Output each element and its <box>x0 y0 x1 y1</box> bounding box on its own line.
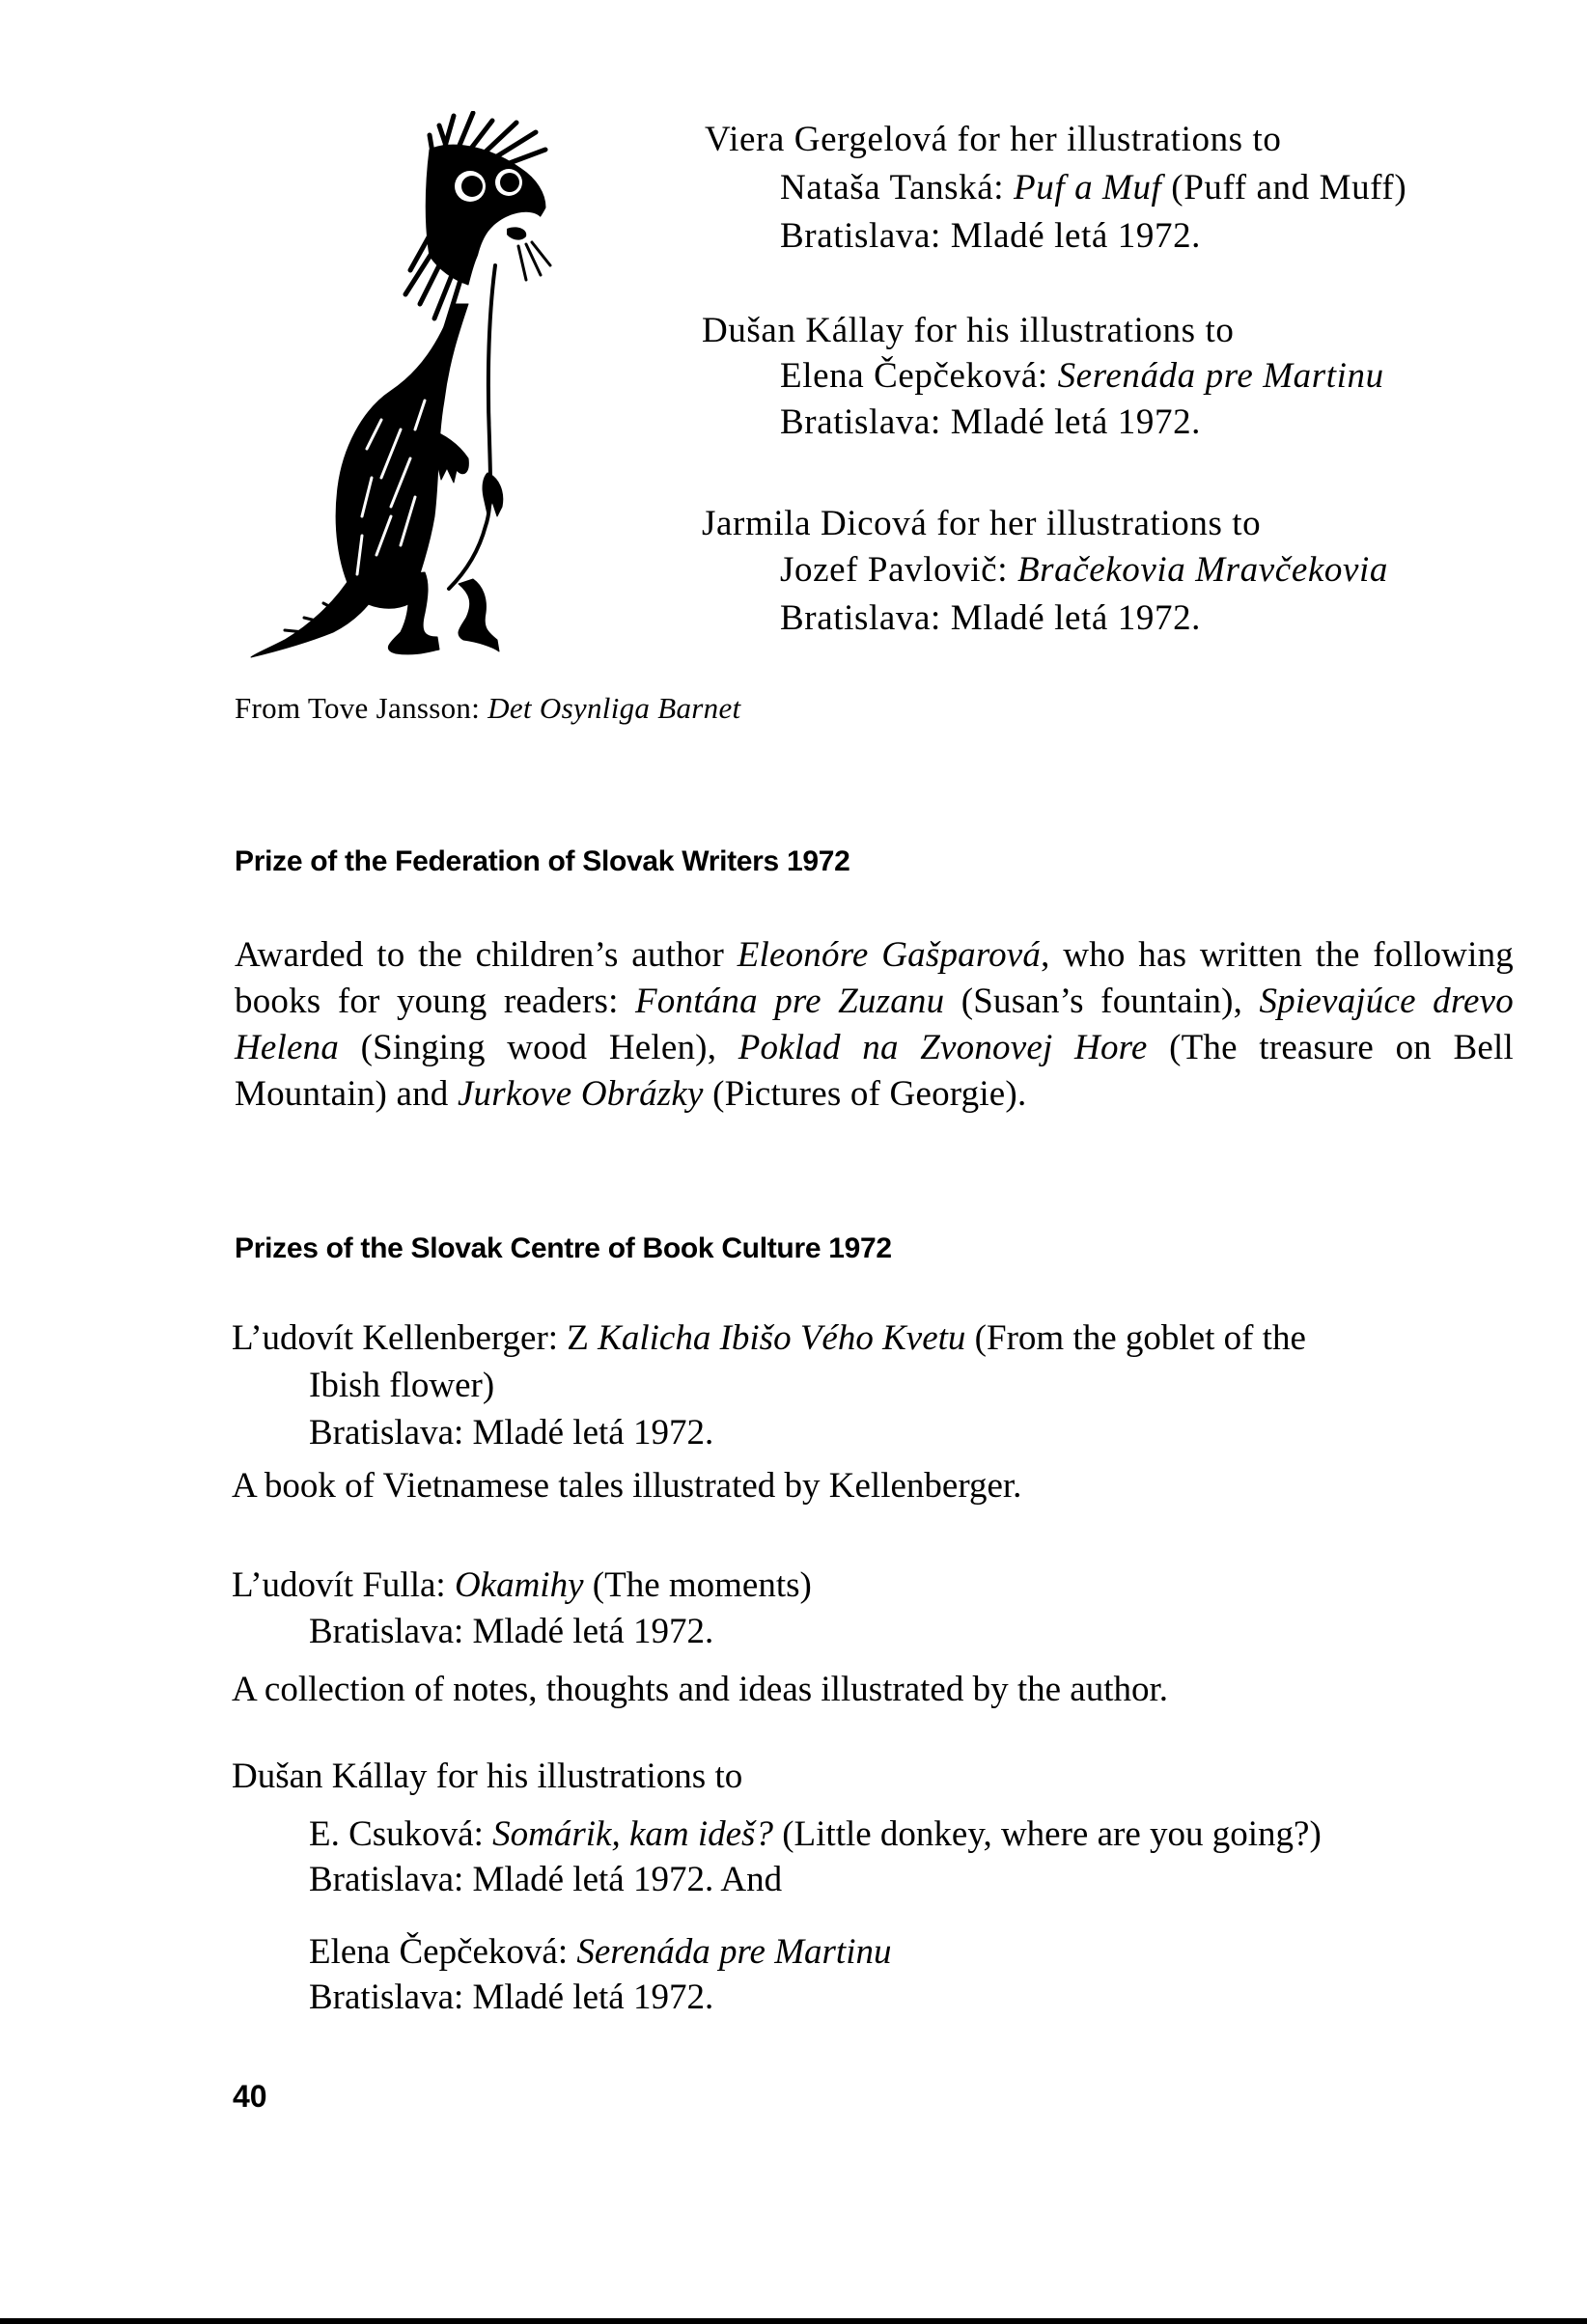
book-title: Puf a Muf <box>1014 168 1162 208</box>
scan-edge-bar <box>0 2318 1587 2324</box>
text: Awarded to the children’s author <box>235 935 738 975</box>
entry-lead: Dušan Kállay for his illustrations to <box>232 1757 743 1796</box>
entry-publisher: Bratislava: Mladé letá 1972. <box>309 1413 714 1452</box>
entry-note: A book of Vietnamese tales illustrated by Kellenberger. <box>232 1466 1022 1506</box>
text: (Pictures of Georgie). <box>703 1074 1027 1114</box>
entry-author: E. Csuková: <box>309 1814 493 1854</box>
section-heading-book-culture: Prizes of the Slovak Centre of Book Culture 1972 <box>235 1232 892 1264</box>
entry-author: L’udovít Kellenberger: Z <box>232 1318 599 1358</box>
moomin-creature-illustration <box>246 111 642 676</box>
entry-author: L’udovít Fulla: <box>232 1565 455 1605</box>
illustration-caption <box>235 691 740 726</box>
entry-note: A collection of notes, thoughts and ideas illustrated by the author. <box>232 1670 1169 1709</box>
book-author: Nataša Tanská: <box>780 168 1015 208</box>
book-author: Elena Čepčeková: <box>780 356 1058 396</box>
book-title: Jurkove Obrázky <box>457 1074 704 1114</box>
award-publisher: Bratislava: Mladé letá 1972. <box>780 598 1202 638</box>
entry-work1 <box>309 1811 1322 1859</box>
book-title: Fontána pre Zuzanu <box>635 982 945 1021</box>
entry-translation: (From the goblet of the <box>965 1318 1306 1358</box>
book-translation: (Puff and Muff) <box>1161 168 1407 208</box>
entry-author: Elena Čepčeková: <box>309 1932 577 1972</box>
book-author: Jozef Pavlovič: <box>780 550 1017 590</box>
entry-book-title: Serenáda pre Martinu <box>576 1932 892 1972</box>
federation-paragraph <box>235 932 1514 1118</box>
entry-translation: (Little donkey, where are you going?) <box>772 1814 1322 1854</box>
entry-title-line <box>232 1314 1514 1363</box>
award-book-line <box>780 546 1388 595</box>
entry-book-title: Somárik, kam ideš? <box>492 1814 773 1854</box>
award-publisher: Bratislava: Mladé letá 1972. <box>780 216 1202 256</box>
text: (The treasure on Bell Mountain) and <box>235 1028 1514 1114</box>
entry-work2-publisher: Bratislava: Mladé letá 1972. <box>309 1978 714 2017</box>
book-title: Poklad na Zvonovej Hore <box>738 1028 1148 1067</box>
award-lead: Viera Gergelová for her illustrations to <box>705 120 1282 159</box>
entry-book-title: Kalicha Ibišo Vého Kvetu <box>598 1318 966 1358</box>
award-lead: Jarmila Dicová for her illustrations to <box>702 504 1262 543</box>
text: (Susan’s fountain), <box>944 982 1260 1021</box>
entry-work2 <box>309 1928 891 1977</box>
award-publisher: Bratislava: Mladé letá 1972. <box>780 402 1202 442</box>
text: , who has written the following books for young readers: <box>235 935 1514 1021</box>
award-lead: Dušan Kállay for his illustrations to <box>702 311 1235 350</box>
text: (Singing wood Helen), <box>339 1028 738 1067</box>
entry-title-line <box>232 1562 812 1610</box>
award-book-line <box>780 352 1384 401</box>
book-title: Bračekovia Mravčekovia <box>1016 550 1388 590</box>
book-title: Serenáda pre Martinu <box>1057 356 1384 396</box>
award-book-line <box>780 164 1406 212</box>
caption-title: Det Osynliga Barnet <box>487 691 741 725</box>
entry-work1-publisher: Bratislava: Mladé letá 1972. And <box>309 1860 783 1899</box>
entry-translation: (The moments) <box>583 1565 812 1605</box>
caption-prefix: From Tove Jansson: <box>235 691 488 725</box>
book-title: Spievajúce drevo Helena <box>235 982 1515 1067</box>
page-number: 40 <box>233 2079 267 2114</box>
entry-translation-cont: Ibish flower) <box>309 1366 495 1405</box>
section-heading-federation: Prize of the Federation of Slovak Writers 1972 <box>235 845 850 877</box>
entry-publisher: Bratislava: Mladé letá 1972. <box>309 1612 714 1651</box>
author-name: Eleonóre Gašparová <box>737 935 1042 975</box>
entry-book-title: Okamihy <box>454 1565 584 1605</box>
